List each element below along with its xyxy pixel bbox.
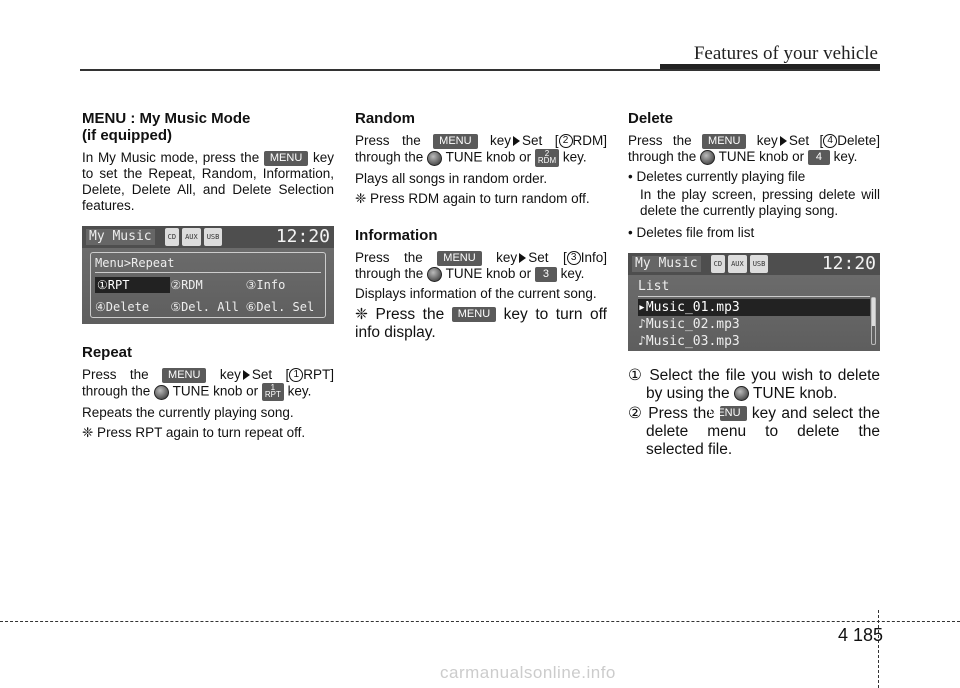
heading-line-1: MENU : My Music Mode — [82, 110, 251, 127]
screen-menu-box — [90, 252, 326, 318]
circled-number-icon: 4 — [823, 134, 837, 148]
text: Set [ — [522, 133, 559, 148]
cd-icon: CD — [711, 255, 725, 273]
text: Info] — [580, 250, 607, 265]
text: Set [ — [251, 367, 290, 382]
menu-key-icon: MENU — [264, 151, 308, 166]
heading-repeat: Repeat — [82, 344, 133, 361]
menu-key-icon: MENU — [452, 307, 496, 322]
right-arrow-icon — [780, 136, 787, 146]
text: key to turn off info display. — [355, 306, 607, 341]
scrollbar-thumb — [872, 298, 875, 326]
text: TUNE knob or — [445, 149, 532, 165]
list-scrollbar — [871, 297, 876, 345]
circled-number-icon: 3 — [567, 251, 581, 265]
text: key. — [560, 266, 585, 281]
text: key and select the delete menu to delete the selected file. — [646, 405, 880, 458]
heading-information: Information — [355, 227, 438, 244]
bullet-delete-current: • Deletes currently playing file — [628, 169, 806, 184]
step-2 — [628, 405, 880, 459]
menu-item-info: ③Info — [245, 278, 286, 292]
menu-item-rdm: ②RDM — [170, 278, 203, 292]
right-arrow-icon — [243, 370, 250, 380]
menu-item-rpt: ①RPT — [95, 277, 170, 293]
page-number: 185 — [853, 625, 884, 645]
text: Select the file you wish to delete by using the — [646, 367, 881, 402]
key-number: 2 — [544, 149, 550, 158]
text: Press the — [648, 405, 715, 422]
column-delete — [628, 110, 880, 461]
text: TUNE knob or — [172, 383, 259, 399]
repeat-note: ❈ Press RPT again to turn repeat off. — [82, 425, 306, 440]
tune-knob-icon — [734, 386, 749, 401]
number-key-icon: 3 — [535, 267, 557, 282]
text: key — [496, 250, 518, 265]
text: key — [219, 367, 241, 382]
list-item: ▸Music_01.mp3 — [638, 299, 870, 316]
delete-instruction — [628, 133, 880, 165]
random-instruction — [355, 133, 607, 167]
text: through the — [628, 149, 697, 164]
key-label: RPT — [264, 390, 281, 399]
source-icons — [711, 255, 769, 273]
right-arrow-icon — [513, 136, 520, 146]
text: Set [ — [788, 133, 824, 148]
heading-line-2: (if equipped) — [82, 127, 172, 144]
text: RPT] — [303, 367, 334, 382]
text: key. — [833, 149, 858, 164]
screen-title: My Music — [86, 229, 155, 245]
text: key. — [562, 149, 587, 165]
section-title: Features of your vehicle — [693, 43, 878, 64]
repeat-description: Repeats the currently playing song. — [82, 405, 294, 420]
heading-random: Random — [355, 110, 415, 127]
key-number: 1 — [270, 383, 276, 392]
list-item: ♪Music_02.mp3 — [638, 317, 740, 332]
text: through the — [355, 149, 424, 165]
music-list-screen — [628, 253, 880, 351]
menu-repeat-screen — [82, 226, 334, 324]
heading-my-music — [82, 110, 334, 144]
header-rule — [80, 69, 880, 71]
repeat-instruction — [82, 367, 334, 401]
info-description: Displays information of the current song. — [355, 286, 597, 301]
aux-icon: AUX — [182, 228, 201, 246]
menu-item-delete: ④Delete — [95, 300, 150, 314]
text: TUNE knob or — [445, 266, 532, 281]
text: through the — [82, 383, 151, 399]
text: key — [756, 133, 778, 148]
text: ❈ Press the — [355, 306, 445, 323]
info-note — [355, 306, 607, 342]
text: Set [ — [528, 250, 567, 265]
text: through the — [355, 266, 424, 281]
tune-knob-icon — [700, 150, 715, 165]
menu-item-del-sel: ⑥Del. Sel — [245, 300, 315, 314]
menu-key-icon: MENU — [437, 251, 481, 266]
aux-icon: AUX — [728, 255, 747, 273]
bullet-delete-from-list: • Deletes file from list — [628, 225, 755, 240]
text: key — [490, 133, 512, 148]
text: RDM] — [572, 133, 607, 148]
step-marker: ① — [628, 367, 644, 384]
text: Press the — [628, 133, 692, 148]
tune-knob-icon — [154, 385, 169, 400]
usb-icon: USB — [750, 255, 769, 273]
tune-knob-icon — [427, 151, 442, 166]
rpt-key-icon — [262, 383, 284, 401]
menu-key-icon: MENU — [720, 406, 746, 421]
number-key-icon: 4 — [808, 150, 830, 165]
random-note: ❈ Press RDM again to turn random off. — [355, 191, 590, 206]
text: TUNE knob. — [752, 385, 838, 402]
text: Press the — [355, 250, 423, 265]
watermark: carmanualsonline.info — [440, 663, 616, 682]
column-my-music — [82, 110, 334, 445]
bullet-delete-current-detail: In the play screen, pressing delete will delete the currently playing song. — [640, 187, 880, 218]
screen-clock: 12:20 — [275, 226, 330, 247]
rdm-key-icon — [535, 149, 559, 167]
footer-rule — [0, 621, 960, 622]
screen-file-list — [638, 279, 870, 350]
list-title: List — [638, 279, 870, 297]
intro-text: In My Music mode, press the — [82, 150, 260, 165]
footer-vertical-rule — [878, 610, 879, 688]
screen-menu-title: Menu>Repeat — [95, 255, 321, 273]
menu-key-icon: MENU — [162, 368, 206, 383]
screen-menu-grid — [95, 277, 321, 315]
column-random-info — [355, 110, 607, 346]
text: TUNE knob or — [718, 149, 805, 164]
step-1 — [628, 367, 880, 403]
key-label: RDM — [537, 156, 557, 165]
menu-key-icon: MENU — [702, 134, 746, 149]
screen-clock: 12:20 — [821, 253, 876, 274]
random-description: Plays all songs in random order. — [355, 171, 548, 186]
list-item: ♪Music_03.mp3 — [638, 334, 740, 349]
text: key. — [287, 383, 312, 399]
cd-icon: CD — [165, 228, 179, 246]
circled-number-icon: 1 — [289, 368, 303, 382]
info-instruction — [355, 250, 607, 282]
menu-key-icon: MENU — [433, 134, 477, 149]
text: Delete] — [837, 133, 880, 148]
source-icons — [165, 228, 223, 246]
screen-status-bar — [82, 226, 334, 248]
tune-knob-icon — [427, 267, 442, 282]
usb-icon: USB — [204, 228, 223, 246]
text: Press the — [355, 133, 421, 148]
step-marker: ② — [628, 405, 643, 422]
text: Press the — [82, 367, 149, 382]
screen-status-bar — [628, 253, 880, 275]
heading-delete: Delete — [628, 110, 674, 127]
menu-item-del-all: ⑤Del. All — [170, 300, 239, 314]
circled-number-icon: 2 — [559, 134, 573, 148]
chapter-number: 4 — [838, 625, 849, 645]
intro-text-end: key to set the Repeat, Random, Information, Delete, Delete All, and Delete Selection features. — [82, 150, 334, 213]
intro-paragraph — [82, 150, 334, 214]
screen-title: My Music — [632, 256, 701, 272]
right-arrow-icon — [519, 253, 526, 263]
